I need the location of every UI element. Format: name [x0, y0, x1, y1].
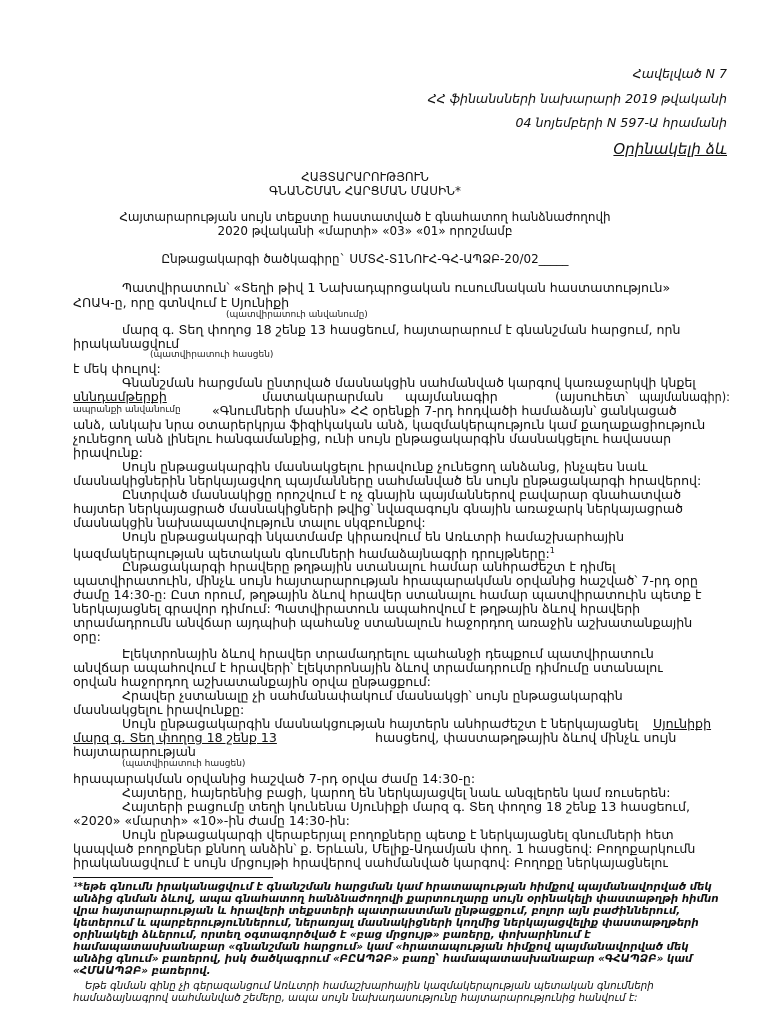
text-line: ՀՈԱԿ-ը, որը գտնվում է Սյունիքի: [73, 295, 290, 310]
text-line: անվճար ապահովում է հրավերի՝ էլեկտրոնային ձևով տրամադրումը դիմումը ստանալու: [73, 660, 663, 675]
footnote-line: վրա հայտարարության և հրավերի տեքստերի պատրաստման ընթացքում, բոլոր այն բաժիններում,: [73, 905, 681, 917]
text-line: պատվիրատուին, մինչև սույն հայտարարության հրապարակման օրվանից հաշված՝ 7-րդ օրը: [73, 573, 698, 588]
appendix-number: Հավելված N 7: [632, 66, 727, 81]
ministry-line: ՀՀ ֆինանսների նախարարի 2019 թվականի: [427, 91, 727, 106]
text-line: (այսուհետ՝: [555, 389, 629, 404]
caption-customer-name: (պատվիրատուի անվանումը): [226, 310, 368, 320]
text-line: Ընթացակարգի հրավերը թղթային ստանալու համար անհրաժեշտ է դիմել: [122, 559, 616, 574]
footnote-line: համապատասխանաբար «գնանշման հարցում» կամ «հրատապության հիմքով պայմանավորված մեկ: [73, 941, 689, 953]
text-line: Սույն ընթացակարգի նկատմամբ կիրառվում են Առևտրի համաշխարհային: [122, 529, 625, 544]
text-line: իրավունք:: [73, 445, 143, 460]
text-line: կապված բողոքներ քննող անձին՝ ք. Երևան, Մելիք-Ադամյան փող. 1 հասցեով: Բողոքարկումն: [73, 841, 696, 856]
text-line: չունեցող անձ լինելու հանգամանքից, ունի սույն ընթացակարգին մասնակցելու հավասար: [73, 431, 672, 446]
text-line: հասցեով, փաստաթղթային ձևով մինչև սույն: [375, 730, 677, 745]
caption-submission-address: (պատվիրատուի հասցեն): [122, 759, 246, 769]
text-line: մատակարարման: [262, 389, 384, 404]
text-line: անձ, անկախ նրա օտարերկրյա ֆիզիկական անձ, կազմակերպություն կամ քաղաքացիություն: [73, 417, 706, 432]
text-line: Հրավեր չստանալը չի սահմանափակում մասնակցի՝ սույն ընթացակարգին: [122, 688, 623, 703]
text-line: Էլեկտրոնային ձևով հրավեր տրամադրելու պահանջի դեպքում պատվիրատուն: [122, 646, 654, 661]
text-line: «Գնումների մասին» ՀՀ օրենքի 7-րդ հոդվածի համաձայն՝ ցանկացած: [212, 403, 677, 418]
footnote-line: «ՀՄԱԱՊՁԲ» բառերով.: [73, 965, 211, 977]
footnote-ref: 1: [549, 546, 555, 555]
text-line: Պատվիրատուն՝ «Տեղի թիվ 1 Նախադպրոցական ուսումնական հաստատություն»: [122, 280, 671, 295]
text-line: իրականացվում է սույն մրցույթի հրավերով սահմանված կարգով: Բողոքը ներկայացնելու: [73, 855, 668, 870]
text-line: Գնանշման հարցման ընտրված մասնակցին սահմանված կարգով կառաջարկվի կնքել: [122, 375, 696, 390]
text-line: Սույն ընթացակարգին մասնակցության հայտերն անհրաժեշտ է ներկայացնել: [122, 716, 639, 731]
text-line: հրապարակման օրվանից հաշված 7-րդ օրվա ժամը 14:30-ը:: [73, 771, 476, 786]
doc-subtitle: ԳՆԱՆՇՄԱՆ ՀԱՐՑՄԱՆ ՄԱՍԻՆ*: [269, 183, 461, 198]
text-line: մասնակցին նախապատվություն տալու սկզբունքով:: [73, 515, 426, 530]
text-line: ժամը 14:30-ը: Ըստ որում, թղթային ձևով հրավեր ստանալու համար պատվիրատուին պետք է: [73, 587, 702, 602]
footnote-line: անձից գնում» բառերով, իսկ ծածկագրում «ԲԸԱՊՁԲ» բառը՝ համապատասխանաբար «ԳՀԱՊՁԲ» կամ: [73, 953, 693, 965]
footnote-line: ¹*եթե գնումն իրականացվում է գնանշման հարցման կամ հրատապության հիմքով պայմանավորված մեկ: [73, 881, 712, 893]
footnote-line: կետերում և պարբերություններում, ներառյալ մասնակիցների կողմից ներկայացվելիք փաստաթղթերի: [73, 917, 699, 929]
text-line: օրվան հաջորդող աշխատանքային օրվա ընթացքում:: [73, 674, 431, 689]
procedure-code: Ընթացակարգի ծածկագիրը` ՍՄՏՀ-Տ1ՆՈՒՀ-ԳՀ-ԱՊՁԲ-20/02_____: [161, 251, 569, 266]
text-line: հայտարարության: [73, 744, 196, 759]
text-line: իրականացվում: [73, 336, 180, 351]
text-line: պայմանագիր: [405, 389, 498, 404]
submission-address: Սյունիքի: [653, 716, 712, 731]
text-line: ներկայացնել գրավոր դիմում: Պատվիրատուն ապահովում է թղթային ձևով հրավերի: [73, 601, 641, 616]
text-line: օրը:: [73, 629, 101, 644]
text-line: Սույն ընթացակարգին մասնակցելու իրավունք չունեցող անձանց, ինչպես նաև: [122, 459, 648, 474]
text-line: տրամադրումն անվճար այդպիսի պահանջ ստանալուն հաջորդող առաջին աշխատանքային: [73, 615, 693, 630]
submission-address: մարզ գ. Տեղ փողոց 18 շենք 13: [73, 730, 277, 745]
footnote-line: անձից գնման ձևով, ապա գնահատող հանձնաժողովի քարտուղարը սույն օրինակելի փաստաթղթի հիմնո: [73, 893, 719, 905]
goods-name: սննդամթերքի: [73, 389, 167, 404]
text-line: մարզ գ. Տեղ փողոց 18 շենք 13 հասցեում, հայտարարում է գնանշման հարցում, որն: [122, 322, 681, 337]
text-line: Հայտերի բացումը տեղի կունենա Սյունիքի մարզ գ. Տեղ փողոց 18 շենք 13 հասցեում,: [122, 799, 690, 814]
text-line: «2020» «մարտի» «10»-ին ժամը 14:30-ին:: [73, 813, 350, 828]
footnote-line: Եթե գնման գինը չի գերազանցում Առևտրի համաշխարհային կազմակերպության պետական գնումների: [85, 980, 654, 992]
footnote-line: համաձայնագրով սահմանված շեմերը, ապա սույն նախադասությունը հայտարարությունից հանվում է:: [73, 992, 638, 1004]
text-line: հայտեր ներկայացրած մասնակիցների թվից՝ նվազագույն գնային առաջարկ ներկայացրած: [73, 501, 683, 516]
text-line: է մեկ փուլով:: [73, 361, 161, 376]
caption-goods-name: ապրանքի անվանումը: [73, 405, 181, 415]
form-title: Օրինակելի ձև: [613, 140, 727, 158]
order-line: 04 նոյեմբերի N 597-Ա հրամանի: [515, 115, 727, 130]
text-line: մասնակիցներին ներկայացվող պայմանները սահմանված են սույն ընթացակարգի հրավերով:: [73, 473, 702, 488]
approval-line-2: 2020 թվականի «մարտի» «03» «01» որոշմամբ: [217, 223, 513, 238]
text-line: Ընտրված մասնակիցը որոշվում է ոչ գնային պայմաններով բավարար գնահատված: [122, 487, 682, 502]
caption-customer-address: (պատվիրատուի հասցեն): [150, 350, 274, 360]
footnote-line: օրինակելի ձևերում, որտեղ օգտագործված է «բաց մրցույթ» բառերը, փոխարինում է: [73, 929, 591, 941]
text-line: կազմակերպության պետական գնումների համաձայնագրի դրույթները:$^1$: [73, 546, 555, 562]
footnote-separator: [73, 877, 273, 878]
text-line: պայմանագիր):: [639, 389, 730, 404]
text-line: Սույն ընթացակարգի վերաբերյալ բողոքները պետք է ներկայացնել գնումների հետ: [122, 827, 674, 842]
text-line: մասնակցելու իրավունքը:: [73, 702, 245, 717]
approval-line-1: Հայտարարության սույն տեքստը հաստատված է գնահատող հանձնաժողովի: [119, 209, 611, 224]
doc-title: ՀԱՅՏԱՐԱՐՈՒԹՅՈՒՆ: [301, 169, 429, 184]
text-line: Հայտերը, հայերենից բացի, կարող են ներկայացվել նաև անգլերեն կամ ռուսերեն:: [122, 785, 671, 800]
